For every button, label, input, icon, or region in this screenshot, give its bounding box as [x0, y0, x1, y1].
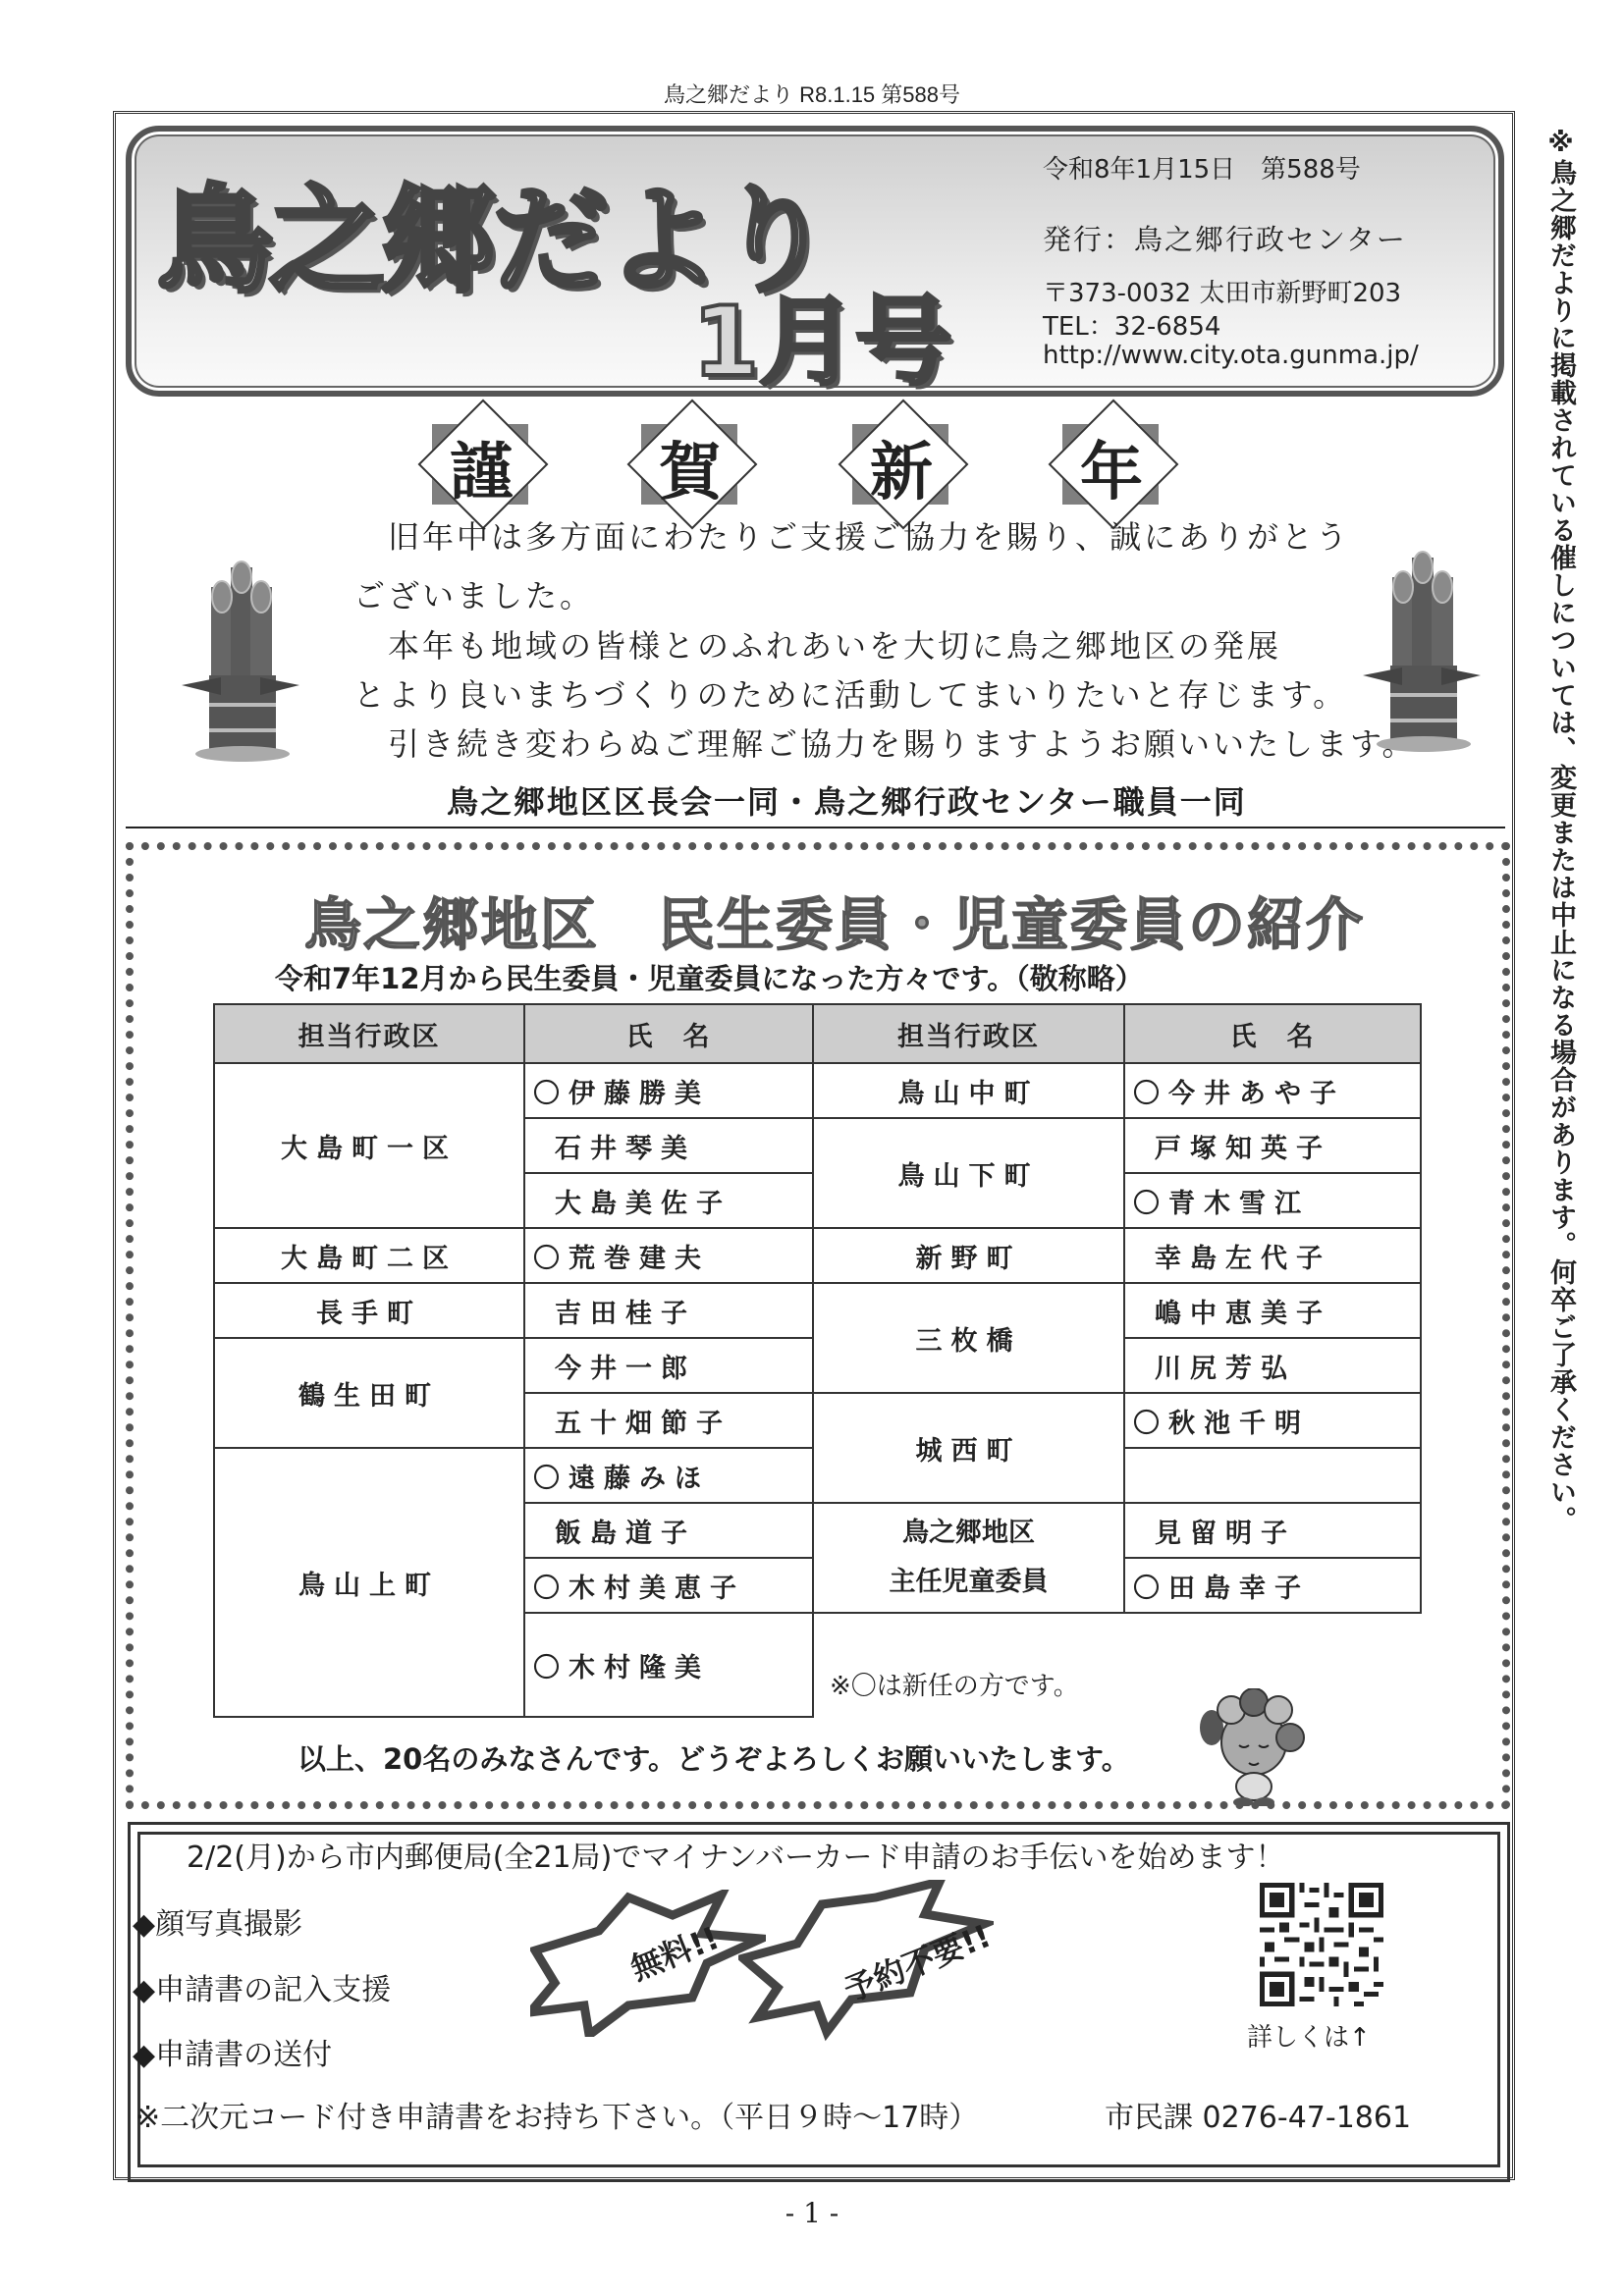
member-name: 幸島左代子	[1124, 1228, 1421, 1283]
column-header: 氏 名	[524, 1004, 813, 1063]
greeting-line: 本年も地域の皆様とのふれあいを大切に鳥之郷地区の発展	[353, 627, 1282, 665]
greeting-line: 旧年中は多方面にわたりご支援ご協力を賜り、誠にありがとう	[353, 518, 1351, 556]
district-cell: 三枚橋	[813, 1283, 1124, 1393]
greeting-line: とより良いまちづくりのために活動してまいりたいと存じます。	[353, 676, 1348, 714]
telephone: TEL：32-6854	[1043, 312, 1221, 342]
district-cell: 大島町一区	[214, 1063, 524, 1228]
greeting-line: ございました。	[353, 577, 595, 614]
closing-message: 以上、20名のみなさんです。どうぞよろしくお願いいたします。	[298, 1742, 1130, 1776]
mynumber-headline: 2/2(月)から市内郵便局(全21局)でマイナンバーカード申請のお手伝いを始めます！	[187, 1841, 1285, 1875]
member-name: 石井琴美	[524, 1118, 813, 1173]
district-cell	[813, 1503, 1124, 1613]
column-header: 担当行政区	[214, 1004, 524, 1063]
district-cell: 大島町二区	[214, 1228, 524, 1283]
column-header: 氏 名	[1124, 1004, 1421, 1063]
service-item: ◆顔写真撮影	[133, 1907, 303, 1942]
member-name: 〇荒巻建夫	[524, 1228, 813, 1283]
address: 〒373-0032 太田市新野町203	[1043, 279, 1402, 308]
greeting-line: 引き続き変わらぬご理解ご協力を賜りますようお願いいたします。	[353, 725, 1417, 763]
district-cell: 長手町	[214, 1283, 524, 1338]
district-line: 主任児童委員	[889, 1567, 1049, 1597]
newsletter-title: 鳥之郷だより	[157, 173, 830, 308]
member-name: 〇遠藤みほ	[524, 1448, 813, 1503]
district-line: 鳥之郷地区	[902, 1518, 1035, 1548]
member-name: 〇青木雪江	[1124, 1173, 1421, 1228]
member-name-empty	[1124, 1448, 1421, 1503]
new-year-banner	[432, 414, 1237, 512]
running-head: 鳥之郷だより R8.1.15 第588号	[664, 82, 960, 107]
banner-char: 年	[1080, 436, 1143, 509]
mascot-icon	[1200, 1688, 1308, 1806]
district-cell: 鳥山中町	[813, 1063, 1124, 1118]
member-name: 見留明子	[1124, 1503, 1421, 1558]
publisher: 発行：鳥之郷行政センター	[1043, 223, 1407, 256]
district-cell: 鳥山下町	[813, 1118, 1124, 1228]
table-header-row	[214, 1004, 1421, 1063]
new-member-note: ※〇は新任の方です。	[830, 1672, 1079, 1701]
district-cell: 鶴生田町	[214, 1338, 524, 1448]
member-name: 川尻芳弘	[1124, 1338, 1421, 1393]
member-name: 飯島道子	[524, 1503, 813, 1558]
member-name: 吉田桂子	[524, 1283, 813, 1338]
member-name: 大島美佐子	[524, 1173, 813, 1228]
mynumber-note: ※二次元コード付き申請書をお持ち下さい。（平日９時～17時）	[135, 2101, 979, 2135]
member-name: 〇秋池千明	[1124, 1393, 1421, 1448]
table-row	[214, 1283, 1421, 1338]
district-cell: 城西町	[813, 1393, 1124, 1503]
members-table	[213, 1003, 1422, 1718]
member-name: 〇伊藤勝美	[524, 1063, 813, 1118]
issue-date: 令和8年1月15日 第588号	[1043, 155, 1361, 185]
member-name: 〇木村隆美	[524, 1613, 813, 1717]
section-title: 鳥之郷地区 民生委員・児童委員の紹介	[304, 891, 1366, 958]
burst-free-label: 無料!!	[625, 1918, 725, 1988]
section-subtitle: 令和7年12月から民生委員・児童委員になった方々です。（敬称略）	[275, 962, 1144, 995]
district-cell: 新野町	[813, 1228, 1124, 1283]
divider	[126, 827, 1505, 828]
member-name: 〇今井あや子	[1124, 1063, 1421, 1118]
member-name: 五十畑節子	[524, 1393, 813, 1448]
qr-code-icon[interactable]	[1260, 1883, 1383, 2006]
side-notice: ※鳥之郷だよりに掲載されている催しについては、変更または中止になる場合があります。何卒ご了承ください。	[1545, 128, 1576, 1533]
burst-no-reservation-label: 予約不要!!	[839, 1916, 997, 2009]
banner-char: 新	[870, 436, 933, 509]
service-item: ◆申請書の送付	[133, 2038, 333, 2072]
table-row	[214, 1228, 1421, 1283]
column-header: 担当行政区	[813, 1004, 1124, 1063]
member-name: 〇木村美恵子	[524, 1558, 813, 1613]
banner-char: 賀	[659, 436, 722, 509]
district-cell: 鳥山上町	[214, 1448, 524, 1717]
website-link[interactable]: http://www.city.ota.gunma.jp/	[1043, 341, 1419, 370]
member-name: 〇田島幸子	[1124, 1558, 1421, 1613]
service-item: ◆申請書の記入支援	[133, 1973, 392, 2007]
issue-label: 1月号	[692, 287, 952, 399]
kadomatsu-left-icon	[182, 558, 299, 764]
member-name: 今井一郎	[524, 1338, 813, 1393]
contact-phone: 市民課 0276-47-1861	[1105, 2101, 1412, 2135]
member-name: 嶋中恵美子	[1124, 1283, 1421, 1338]
banner-char: 謹	[450, 436, 513, 509]
qr-caption: 詳しくは↑	[1247, 2023, 1371, 2053]
greeting-signature: 鳥之郷地区区長会一同・鳥之郷行政センター職員一同	[447, 783, 1247, 821]
page-number: - 1 -	[785, 2197, 839, 2229]
table-row	[214, 1063, 1421, 1118]
member-name: 戸塚知英子	[1124, 1118, 1421, 1173]
